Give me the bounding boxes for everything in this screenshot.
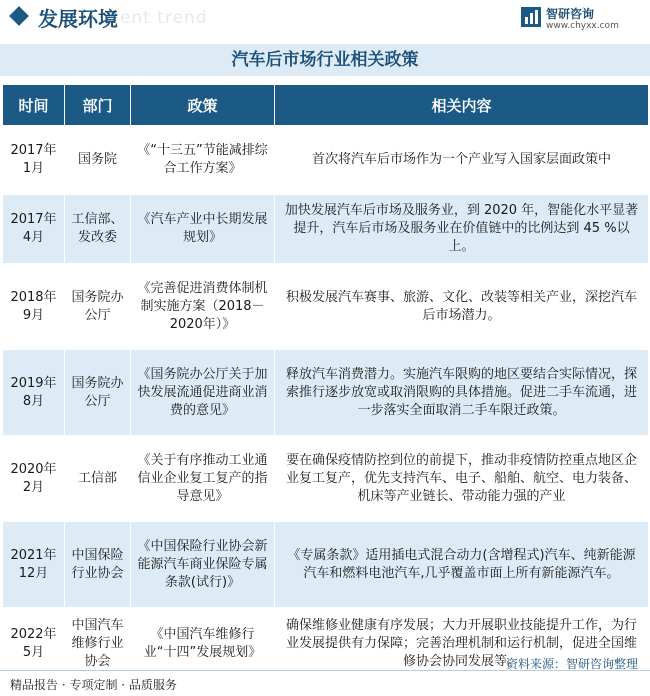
cell-department: 中国汽车维修行业协会 bbox=[65, 608, 131, 680]
logo-name: 智研咨询 bbox=[546, 7, 595, 21]
column-header-content: 相关内容 bbox=[275, 85, 649, 126]
cell-time: 2022年5月 bbox=[3, 608, 65, 680]
table-row bbox=[3, 126, 649, 195]
cell-policy: 《中国汽车维修行业“十四”发展规划》 bbox=[131, 608, 275, 680]
cell-department: 国务院 bbox=[65, 126, 131, 195]
brand-logo[interactable] bbox=[520, 4, 638, 36]
footer-slogan: 精品报告 · 专项定制 · 品质服务 bbox=[10, 678, 177, 692]
cell-policy: 《完善促进消费体制机制实施方案（2018－2020年）》 bbox=[131, 264, 275, 350]
header bbox=[0, 0, 650, 40]
cell-policy: 《关于有序推动工业通信业企业复工复产的指导意见》 bbox=[131, 436, 275, 522]
cell-time: 2017年1月 bbox=[3, 126, 65, 195]
table-header-row bbox=[3, 85, 649, 126]
cell-time: 2020年2月 bbox=[3, 436, 65, 522]
source-note: 资料来源：智研咨询整理 bbox=[505, 657, 638, 671]
cell-content: 《专属条款》适用插电式混合动力(含增程式)汽车、纯新能源汽车和燃料电池汽车,几乎覆盖市面上所有新能源汽车。 bbox=[275, 522, 649, 608]
column-header-time: 时间 bbox=[3, 85, 65, 126]
policy-table bbox=[2, 84, 649, 680]
watermark-text: ent trend bbox=[120, 8, 208, 28]
table-row bbox=[3, 195, 649, 264]
cell-content: 确保维修业健康有序发展；大力开展职业技能提升工作，为行业发展提供有力保障；完善治理机制和运行机制，促进全国维修协会协同发展等。 bbox=[275, 608, 649, 680]
cell-time: 2018年9月 bbox=[3, 264, 65, 350]
cell-policy: 《中国保险行业协会新能源汽车商业保险专属条款(试行)》 bbox=[131, 522, 275, 608]
logo-url[interactable]: www.chyxx.com bbox=[546, 21, 619, 31]
cell-department: 工信部 bbox=[65, 436, 131, 522]
cell-time: 2021年12月 bbox=[3, 522, 65, 608]
cell-department: 工信部、发改委 bbox=[65, 195, 131, 264]
logo-icon bbox=[520, 6, 542, 28]
cell-policy: 《汽车产业中长期发展规划》 bbox=[131, 195, 275, 264]
page-title: 发展环境 bbox=[38, 7, 118, 31]
cell-department: 中国保险行业协会 bbox=[65, 522, 131, 608]
table-row bbox=[3, 264, 649, 350]
cell-time: 2019年8月 bbox=[3, 350, 65, 436]
cell-content: 要在确保疫情防控到位的前提下，推动非疫情防控重点地区企业复工复产，优先支持汽车、电子、船舶、航空、电力装备、机床等产业链长、带动能力强的产业 bbox=[275, 436, 649, 522]
diamond-icon bbox=[9, 6, 29, 26]
cell-content: 加快发展汽车后市场及服务业，到 2020 年，智能化水平显著提升，汽车后市场及服务业在价值链中的比例达到 45 %以上。 bbox=[275, 195, 649, 264]
cell-department: 国务院办公厅 bbox=[65, 350, 131, 436]
cell-department: 国务院办公厅 bbox=[65, 264, 131, 350]
column-header-policy: 政策 bbox=[131, 85, 275, 126]
table-title: 汽车后市场行业相关政策 bbox=[231, 50, 419, 70]
footer bbox=[0, 657, 650, 696]
cell-content: 释放汽车消费潜力。实施汽车限购的地区要结合实际情况，探索推行逐步放宽或取消限购的具体措施。促进二手车流通，进一步落实全面取消二手车限迁政策。 bbox=[275, 350, 649, 436]
cell-time: 2017年4月 bbox=[3, 195, 65, 264]
table-row bbox=[3, 350, 649, 436]
cell-policy: 《“十三五”节能减排综合工作方案》 bbox=[131, 126, 275, 195]
table-row bbox=[3, 436, 649, 522]
cell-content: 首次将汽车后市场作为一个产业写入国家层面政策中 bbox=[275, 126, 649, 195]
cell-content: 积极发展汽车赛事、旅游、文化、改装等相关产业，深挖汽车后市场潜力。 bbox=[275, 264, 649, 350]
table-row bbox=[3, 522, 649, 608]
table-title-bar bbox=[0, 44, 650, 76]
cell-policy: 《国务院办公厅关于加快发展流通促进商业消费的意见》 bbox=[131, 350, 275, 436]
column-header-department: 部门 bbox=[65, 85, 131, 126]
